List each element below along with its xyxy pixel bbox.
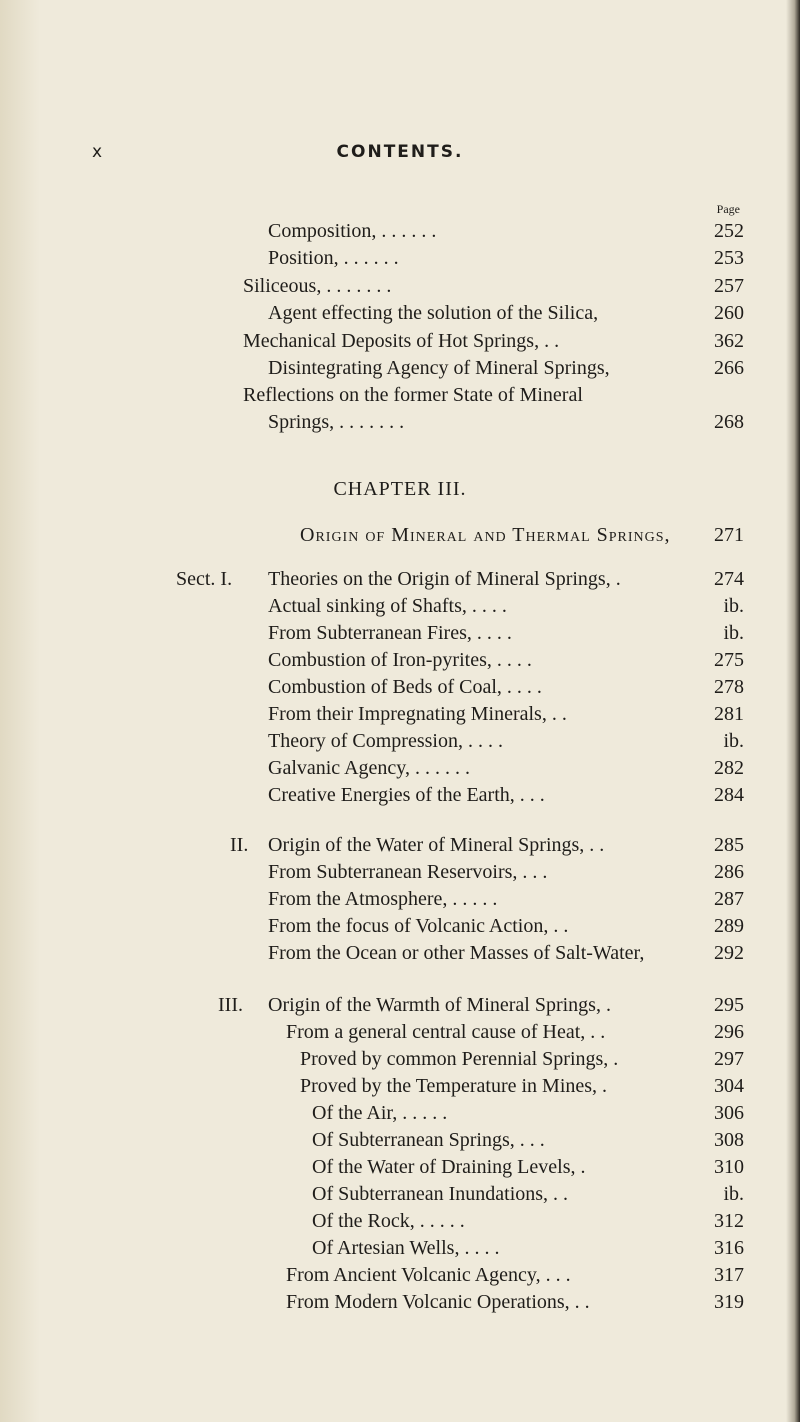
toc-entry-page: ib.: [723, 730, 744, 752]
toc-entry-page: 308: [714, 1129, 744, 1151]
toc-entry-text: Combustion of Iron-pyrites, . . . .: [268, 649, 532, 671]
toc-entry: [0, 243, 800, 273]
toc-entry-page: 295: [714, 994, 744, 1016]
toc-entry-page: 274: [714, 568, 744, 590]
toc-entry: [0, 857, 800, 887]
toc-entry-page: 284: [714, 784, 744, 806]
chapter-title-text: Origin of Mineral and Thermal Springs,: [300, 524, 671, 546]
toc-entry: [0, 1125, 800, 1155]
toc-entry-text: Of the Air, . . . . .: [312, 1102, 448, 1124]
toc-entry-text: Creative Energies of the Earth, . . .: [268, 784, 545, 806]
toc-entry-page: 287: [714, 888, 744, 910]
toc-entry-text: From Subterranean Reservoirs, . . .: [268, 861, 548, 883]
toc-entry-text: Actual sinking of Shafts, . . . .: [268, 595, 507, 617]
toc-entry-text: Of Artesian Wells, . . . .: [312, 1237, 500, 1259]
toc-entry-page: 253: [714, 247, 744, 269]
toc-entry-text: Theories on the Origin of Mineral Springs, .: [268, 568, 621, 590]
section-label: II.: [230, 834, 249, 856]
toc-entry: [0, 353, 800, 383]
toc-entry-page: 268: [714, 411, 744, 433]
toc-entry-text: From a general central cause of Heat, . .: [286, 1021, 606, 1043]
toc-entry-page: 275: [714, 649, 744, 671]
toc-entry-text: Galvanic Agency, . . . . . .: [268, 757, 470, 779]
toc-entry-page: ib.: [723, 1183, 744, 1205]
toc-entry-text: Mechanical Deposits of Hot Springs, . .: [243, 330, 560, 352]
toc-entry-text: Disintegrating Agency of Mineral Springs,: [268, 357, 610, 379]
toc-entry: [0, 645, 800, 675]
toc-entry-page: 296: [714, 1021, 744, 1043]
toc-entry-text: From the Atmosphere, . . . . .: [268, 888, 498, 910]
toc-entry: [0, 618, 800, 648]
toc-entry: [0, 938, 800, 968]
toc-entry-text: Origin of the Water of Mineral Springs, . .: [268, 834, 605, 856]
page-title: CONTENTS.: [336, 142, 464, 162]
toc-entry-text: From Ancient Volcanic Agency, . . .: [286, 1264, 571, 1286]
toc-entry: [0, 1017, 800, 1047]
toc-entry: [0, 990, 800, 1020]
page-header: [0, 142, 800, 166]
toc-entry-text: Theory of Compression, . . . .: [268, 730, 503, 752]
toc-entry: [0, 1233, 800, 1263]
chapter-title: [300, 520, 671, 550]
chapter-heading: CHAPTER III.: [333, 478, 467, 500]
toc-entry-page: 306: [714, 1102, 744, 1124]
toc-entry-text: From Modern Volcanic Operations, . .: [286, 1291, 590, 1313]
toc-entry: [0, 271, 800, 301]
toc-entry: [0, 407, 800, 437]
toc-entry: [0, 326, 800, 356]
toc-entry-page: ib.: [723, 595, 744, 617]
toc-entry-page: 304: [714, 1075, 744, 1097]
toc-entry: [0, 1098, 800, 1128]
toc-entry-page: 260: [714, 302, 744, 324]
toc-entry: [0, 1287, 800, 1317]
toc-entry-text: Proved by common Perennial Springs, .: [300, 1048, 619, 1070]
toc-entry-text: Combustion of Beds of Coal, . . . .: [268, 676, 542, 698]
toc-entry: [0, 1179, 800, 1209]
toc-entry-page: 316: [714, 1237, 744, 1259]
toc-entry-text: Of the Rock, . . . . .: [312, 1210, 465, 1232]
toc-entry-page: 252: [714, 220, 744, 242]
toc-entry-text: Siliceous, . . . . . . .: [243, 275, 392, 297]
toc-entry-page: 312: [714, 1210, 744, 1232]
toc-entry-page: 266: [714, 357, 744, 379]
toc-entry-page: 257: [714, 275, 744, 297]
toc-entry-text: From the focus of Volcanic Action, . .: [268, 915, 569, 937]
toc-entry: [0, 780, 800, 810]
toc-entry: [0, 884, 800, 914]
toc-entry-text: Position, . . . . . .: [268, 247, 399, 269]
toc-entry-text: From Subterranean Fires, . . . .: [268, 622, 512, 644]
section-label: Sect. I.: [176, 568, 233, 590]
toc-entry-text: Of Subterranean Inundations, . .: [312, 1183, 569, 1205]
toc-entry: [0, 699, 800, 729]
toc-entry: [0, 672, 800, 702]
toc-entry-page: 282: [714, 757, 744, 779]
toc-entry: [0, 380, 800, 410]
toc-entry-text: Reflections on the former State of Mineral: [243, 384, 583, 406]
toc-entry: [0, 1206, 800, 1236]
toc-entry: [0, 564, 800, 594]
toc-entry: [0, 1152, 800, 1182]
toc-entry-page: 281: [714, 703, 744, 725]
toc-entry-page: 297: [714, 1048, 744, 1070]
toc-entry-page: 292: [714, 942, 744, 964]
toc-entry-text: Composition, . . . . . .: [268, 220, 437, 242]
page-column-label: Page: [716, 202, 740, 216]
toc-entry-page: 285: [714, 834, 744, 856]
toc-entry: [0, 1260, 800, 1290]
toc-entry: [0, 911, 800, 941]
toc-entry: [0, 298, 800, 328]
toc-entry-page: 278: [714, 676, 744, 698]
toc-entry-text: Of Subterranean Springs, . . .: [312, 1129, 545, 1151]
toc-entry-text: From the Ocean or other Masses of Salt-Water,: [268, 942, 645, 964]
toc-entry: [0, 830, 800, 860]
toc-entry-page: 310: [714, 1156, 744, 1178]
toc-entry-page: 362: [714, 330, 744, 352]
toc-entry-text: Agent effecting the solution of the Silica,: [268, 302, 599, 324]
chapter-page: 271: [714, 524, 744, 546]
toc-entry-text: From their Impregnating Minerals, . .: [268, 703, 567, 725]
toc-entry-text: Springs, . . . . . . .: [268, 411, 405, 433]
toc-entry: [0, 216, 800, 246]
toc-entry: [0, 1044, 800, 1074]
toc-entry-page: ib.: [723, 622, 744, 644]
toc-entry: [0, 753, 800, 783]
toc-entry: [0, 591, 800, 621]
toc-entry-page: 286: [714, 861, 744, 883]
toc-entry-text: Origin of the Warmth of Mineral Springs, .: [268, 994, 611, 1016]
section-label: III.: [218, 994, 243, 1016]
toc-entry-text: Proved by the Temperature in Mines, .: [300, 1075, 608, 1097]
toc-entry: [0, 726, 800, 756]
toc-entry-page: 319: [714, 1291, 744, 1313]
toc-entry-text: Of the Water of Draining Levels, .: [312, 1156, 586, 1178]
toc-entry-page: 289: [714, 915, 744, 937]
toc-entry: [0, 1071, 800, 1101]
toc-entry-page: 317: [714, 1264, 744, 1286]
page-numeral: x: [92, 142, 103, 162]
